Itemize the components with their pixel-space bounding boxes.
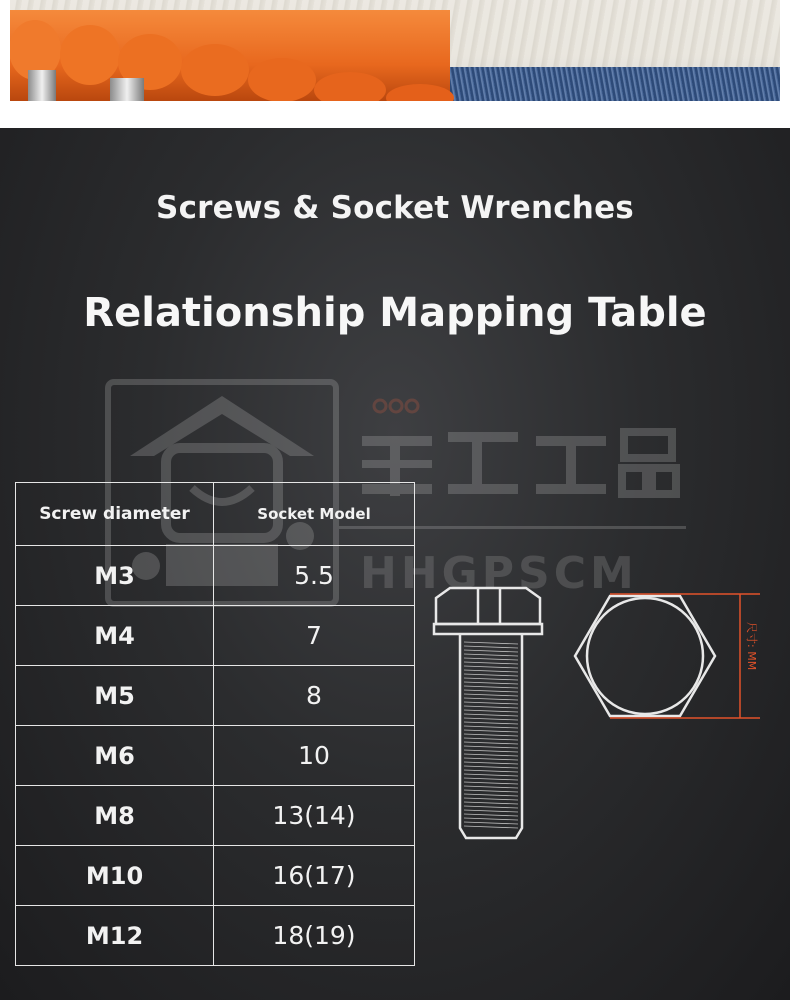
brand-watermark-text: HHGPSCM [360,548,638,599]
socket-model-cell: 10 [214,726,415,786]
mapping-panel [0,128,790,1000]
socket-set-image [10,0,470,101]
socket-model-cell: 8 [214,666,415,726]
table-row [16,546,415,606]
screw-diameter-cell: M8 [16,786,214,846]
table-row [16,726,415,786]
page-subtitle: Relationship Mapping Table [83,290,707,336]
header-screw-diameter: Screw diameter [16,483,214,546]
product-photo-strip [10,0,780,101]
screw-diameter-cell: M5 [16,666,214,726]
table-row [16,906,415,966]
table-row [16,666,415,726]
socket-model-cell: 18(19) [214,906,415,966]
dimension-label: 尺寸: MM [745,622,758,671]
socket-model-cell: 16(17) [214,846,415,906]
table-row [16,846,415,906]
socket-model-cell: 13(14) [214,786,415,846]
bolt-side-icon [434,588,542,838]
table-header-row [16,483,415,546]
screw-diameter-cell: M10 [16,846,214,906]
bolt-thread-lines [464,642,518,828]
screw-diameter-cell: M6 [16,726,214,786]
page-title: Screws & Socket Wrenches [156,190,634,226]
bolt-diagram [420,576,780,876]
screw-diameter-cell: M3 [16,546,214,606]
screw-diameter-cell: M12 [16,906,214,966]
mapping-table [15,482,415,966]
socket-model-cell: 7 [214,606,415,666]
table-row [16,786,415,846]
screw-diameter-cell: M4 [16,606,214,666]
socket-model-cell: 5.5 [214,546,415,606]
header-socket-model: Socket Model [214,483,415,546]
table-row [16,606,415,666]
hex-head-icon [575,596,715,716]
